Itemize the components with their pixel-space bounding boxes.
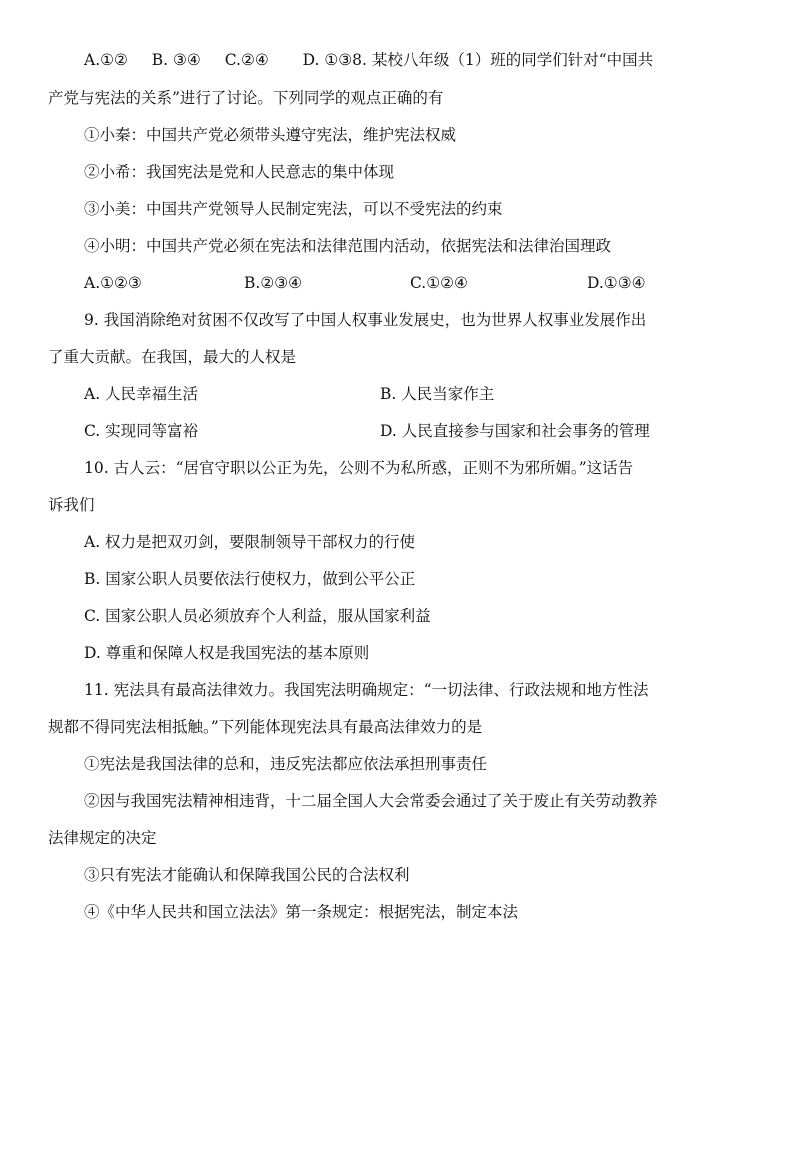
q10-stem-line2: 诉我们 <box>48 496 95 514</box>
q10-option-b: B. 国家公职人员要依法行使权力，做到公平公正 <box>84 570 416 588</box>
q8-option-c: C.①②④ <box>410 274 468 292</box>
q7-options-and-q8-start <box>84 50 764 70</box>
q10-stem-line1: 10. 古人云：“居官守职以公正为先，公则不为私所惑，正则不为邪所媚。”这话告 <box>84 459 634 477</box>
q9-option-d: D. 人民直接参与国家和社会事务的管理 <box>380 422 650 440</box>
q11-item-2-line2: 法律规定的决定 <box>48 829 157 847</box>
q10-option-c: C. 国家公职人员必须放弃个人利益，服从国家利益 <box>84 607 431 625</box>
q7-option-d: D. ①③ <box>302 51 353 69</box>
q9-stem-line2: 了重大贡献。在我国，最大的人权是 <box>48 348 297 366</box>
q8-item-2: ②小希：我国宪法是党和人民意志的集中体现 <box>84 163 395 181</box>
q8-option-b: B.②③④ <box>244 274 303 292</box>
q8-stem-line2: 产党与宪法的关系”进行了讨论。下列同学的观点正确的有 <box>48 89 444 107</box>
q8-item-1: ①小秦：中国共产党必须带头遵守宪法，维护宪法权威 <box>84 126 457 144</box>
q8-stem-line1: 8. 某校八年级（1）班的同学们针对“中国共 <box>352 51 654 69</box>
q11-stem-line2: 规都不得同宪法相抵触。”下列能体现宪法具有最高法律效力的是 <box>48 718 483 736</box>
q11-item-3: ③只有宪法才能确认和保障我国公民的合法权利 <box>84 866 410 884</box>
q9-stem-line1: 9. 我国消除绝对贫困不仅改写了中国人权事业发展史，也为世界人权事业发展作出 <box>84 311 647 329</box>
q9-option-c: C. 实现同等富裕 <box>84 422 199 440</box>
q7-option-b: B. ③④ <box>151 51 201 69</box>
q8-option-d: D.①③④ <box>587 274 646 292</box>
q11-item-4: ④《中华人民共和国立法法》第一条规定：根据宪法，制定本法 <box>84 903 519 921</box>
q10-option-a: A. 权力是把双刃剑，要限制领导干部权力的行使 <box>84 533 416 551</box>
q7-option-c: C.②④ <box>224 51 269 69</box>
q11-item-1: ①宪法是我国法律的总和，违反宪法都应依法承担刑事责任 <box>84 755 488 773</box>
q8-option-a: A.①②③ <box>84 274 142 292</box>
q8-item-4: ④小明：中国共产党必须在宪法和法律范围内活动，依据宪法和法律治国理政 <box>84 237 612 255</box>
q9-option-a: A. 人民幸福生活 <box>84 385 199 403</box>
q11-stem-line1: 11. 宪法具有最高法律效力。我国宪法明确规定：“一切法律、行政法规和地方性法 <box>84 681 649 699</box>
q9-option-b: B. 人民当家作主 <box>380 385 495 403</box>
q7-option-a: A.①② <box>84 51 128 69</box>
q10-option-d: D. 尊重和保障人权是我国宪法的基本原则 <box>84 644 370 662</box>
q11-item-2-line1: ②因与我国宪法精神相违背，十二届全国人大会常委会通过了关于废止有关劳动教养 <box>84 792 658 810</box>
q8-item-3: ③小美：中国共产党领导人民制定宪法，可以不受宪法的约束 <box>84 200 503 218</box>
